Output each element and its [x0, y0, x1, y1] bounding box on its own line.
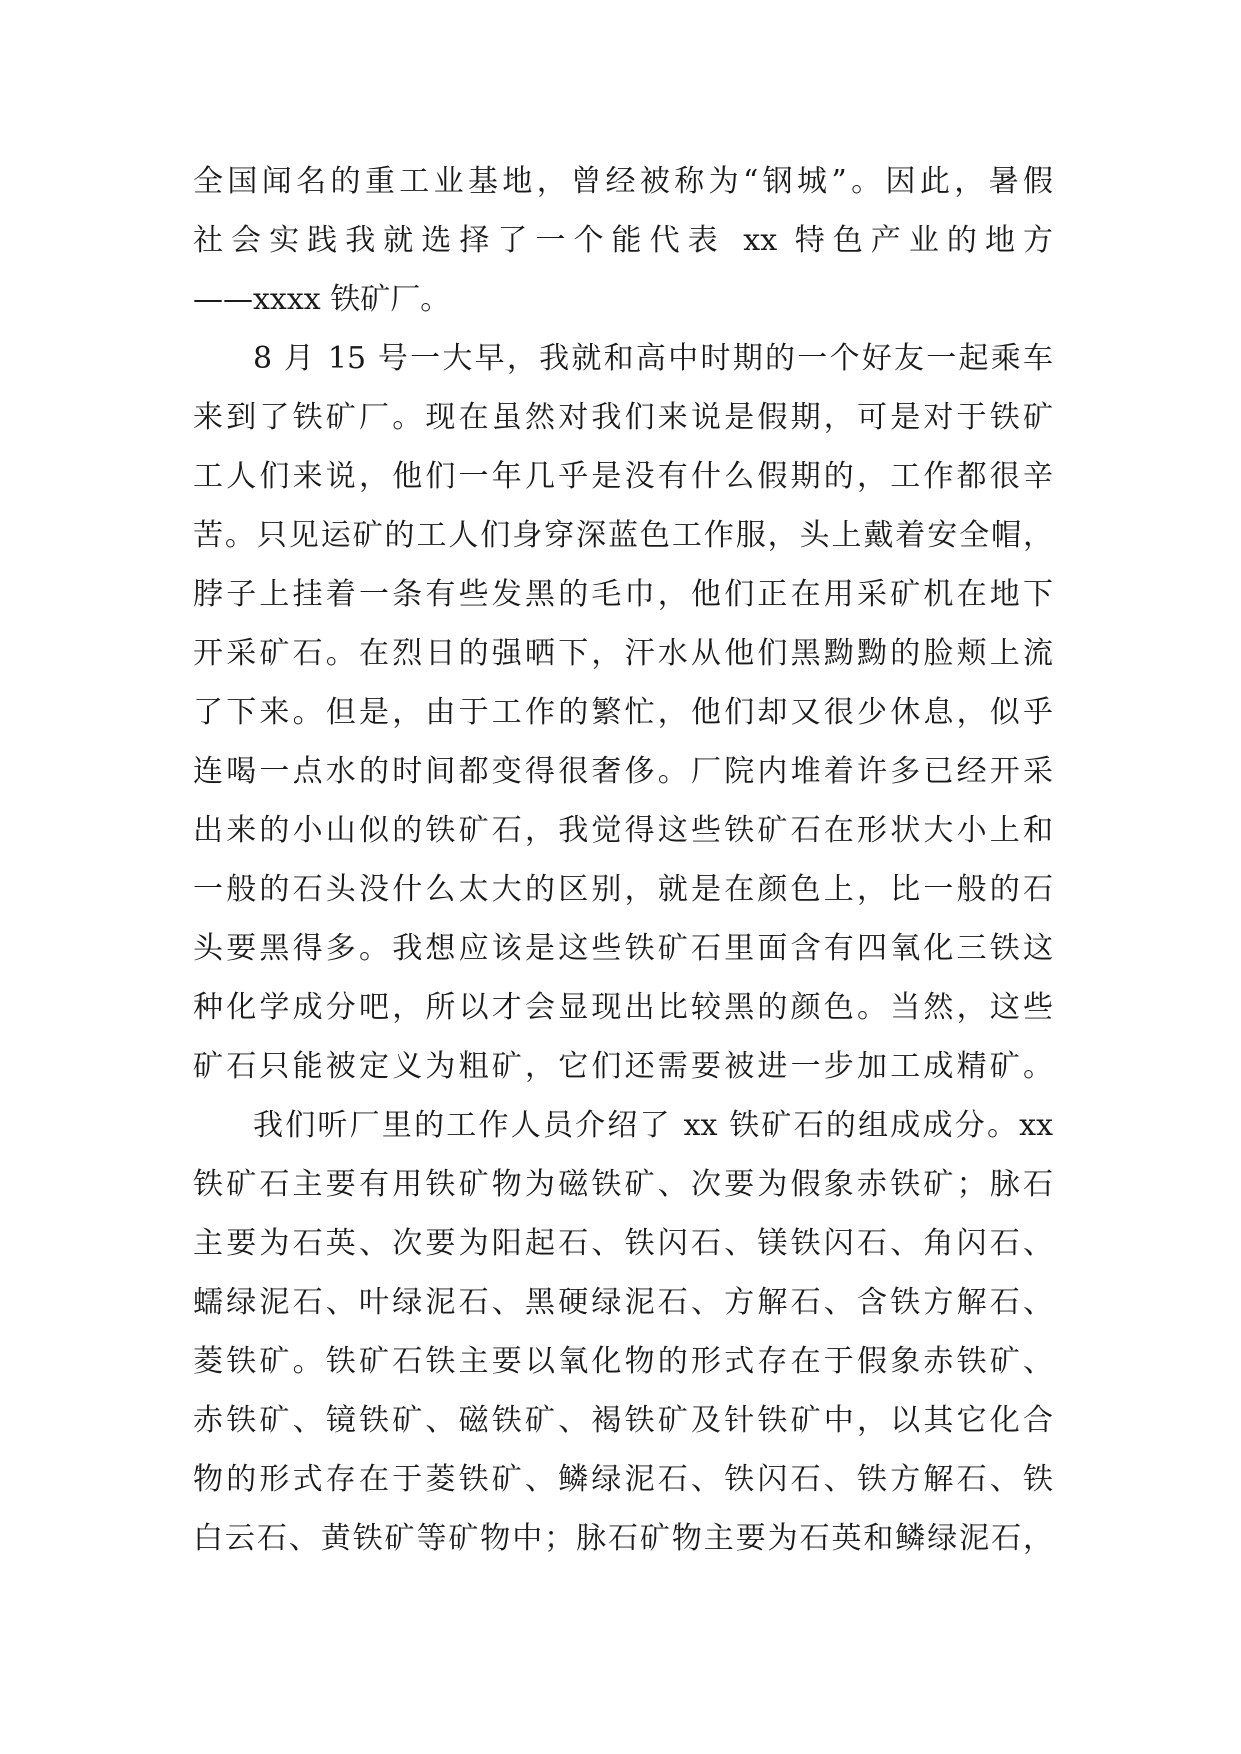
text-line: 白云石、黄铁矿等矿物中；脉石矿物主要为石英和鳞绿泥石， — [193, 1521, 1053, 1556]
text-line: 了下来。但是，由于工作的繁忙，他们却又很少休息，似乎 — [193, 695, 1053, 730]
text-line: 主要为石英、次要为阳起石、铁闪石、镁铁闪石、角闪石、 — [193, 1226, 1053, 1261]
text-line: 8 月 15 号一大早，我就和高中时期的一个好友一起乘车 — [253, 341, 1053, 376]
text-line: 矿石只能被定义为粗矿，它们还需要被进一步加工成精矿。 — [193, 1049, 1053, 1084]
text-line: 开采矿石。在烈日的强晒下，汗水从他们黑黝黝的脸颊上流 — [193, 636, 1053, 671]
text-line: 连喝一点水的时间都变得很奢侈。厂院内堆着许多已经开采 — [193, 754, 1053, 789]
text-line: 赤铁矿、镜铁矿、磁铁矿、褐铁矿及针铁矿中，以其它化合 — [193, 1403, 1053, 1438]
text-line: 全国闻名的重工业基地，曾经被称为“钢城”。因此，暑假 — [193, 164, 1053, 199]
paragraph — [193, 152, 1053, 329]
text-line: ——xxxx 铁矿厂。 — [193, 282, 451, 317]
text-line: 来到了铁矿厂。现在虽然对我们来说是假期，可是对于铁矿 — [193, 400, 1053, 435]
text-line: 社会实践我就选择了一个能代表 xx 特色产业的地方 — [193, 223, 1053, 258]
text-line: 头要黑得多。我想应该是这些铁矿石里面含有四氧化三铁这 — [193, 931, 1053, 966]
text-line: 种化学成分吧，所以才会显现出比较黑的颜色。当然，这些 — [193, 990, 1053, 1025]
paragraph — [193, 1096, 1053, 1568]
text-line: 铁矿石主要有用铁矿物为磁铁矿、次要为假象赤铁矿；脉石 — [193, 1167, 1053, 1202]
text-line: 我们听厂里的工作人员介绍了 xx 铁矿石的组成成分。xx — [253, 1108, 1053, 1143]
text-line: 工人们来说，他们一年几乎是没有什么假期的，工作都很辛 — [193, 459, 1053, 494]
text-line: 蠕绿泥石、叶绿泥石、黑硬绿泥石、方解石、含铁方解石、 — [193, 1285, 1053, 1320]
body-text — [193, 152, 1053, 1568]
text-line: 苦。只见运矿的工人们身穿深蓝色工作服，头上戴着安全帽， — [193, 518, 1053, 553]
text-line: 物的形式存在于菱铁矿、鳞绿泥石、铁闪石、铁方解石、铁 — [193, 1462, 1053, 1497]
paragraph — [193, 329, 1053, 1096]
text-line: 菱铁矿。铁矿石铁主要以氧化物的形式存在于假象赤铁矿、 — [193, 1344, 1053, 1379]
text-line: 脖子上挂着一条有些发黑的毛巾，他们正在用采矿机在地下 — [193, 577, 1053, 612]
text-line: 出来的小山似的铁矿石，我觉得这些铁矿石在形状大小上和 — [193, 813, 1053, 848]
text-line: 一般的石头没什么太大的区别，就是在颜色上，比一般的石 — [193, 872, 1053, 907]
